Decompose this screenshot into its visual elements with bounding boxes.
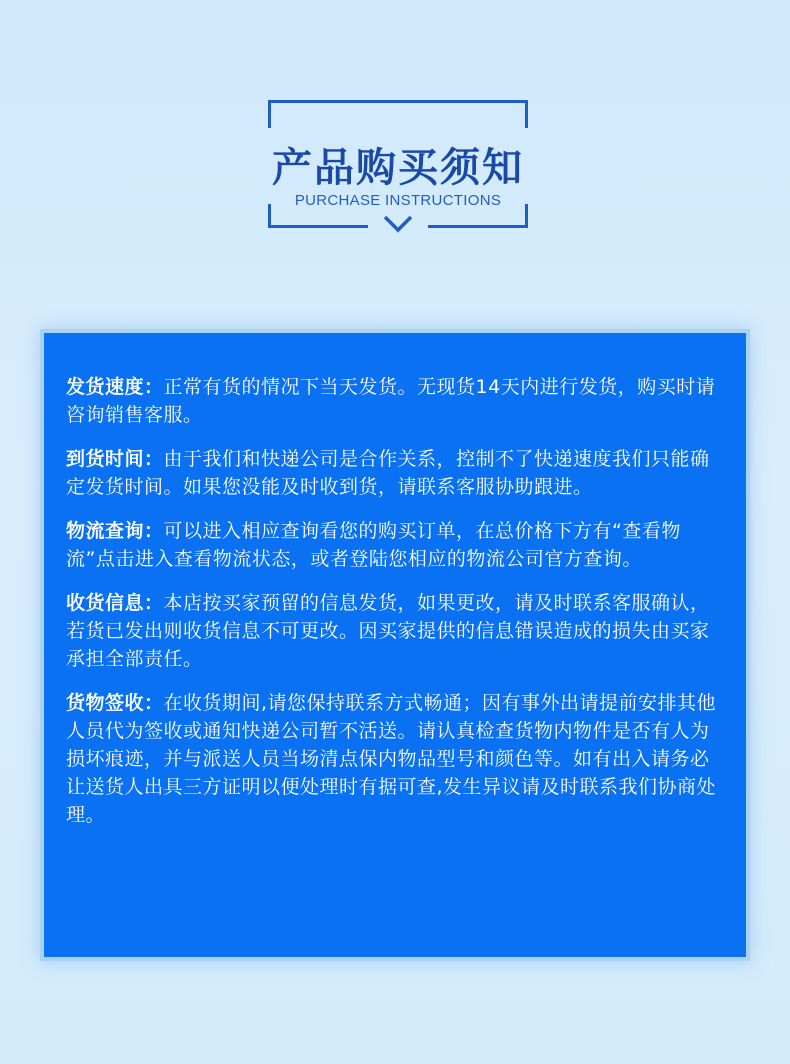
instruction-label: 到货时间：	[66, 448, 164, 470]
instruction-text: 本店按买家预留的信息发货，如果更改，请及时联系客服确认，若货已发出则收货信息不可更改。因买家提供的信息错误造成的损失由买家承担全部责任。	[66, 592, 710, 670]
header-frame-top	[268, 100, 528, 103]
instruction-receiving-info	[66, 589, 724, 673]
instruction-goods-signing	[66, 689, 724, 829]
instruction-label: 货物签收：	[66, 692, 164, 714]
header-frame-corner-tr	[500, 100, 528, 128]
instruction-shipping-speed	[66, 373, 724, 429]
instruction-label: 收货信息：	[66, 592, 164, 614]
instruction-text: 正常有货的情况下当天发货。无现货14天内进行发货，购买时请咨询销售客服。	[66, 376, 716, 426]
page-subtitle: PURCHASE INSTRUCTIONS	[294, 192, 502, 209]
instruction-logistics-query	[66, 517, 724, 573]
header-frame-corner-tl	[268, 100, 296, 128]
instructions-panel	[40, 329, 750, 961]
instruction-arrival-time	[66, 445, 724, 501]
instruction-text: 可以进入相应查询看您的购买订单，在总价格下方有“查看物流”点击进入查看物流状态，或者登陆您相应的物流公司官方查询。	[66, 520, 681, 570]
instruction-text: 在收货期间,请您保持联系方式畅通；因有事外出请提前安排其他人员代为签收或通知快递公司暂不活送。请认真检查货物内物件是否有人为损坏痕迹，并与派送人员当场清点保内物品型号和颜色等。如有出入请务必让送货人出具三方证明以便处理时有据可查,发生异议请及时联系我们协商处理。	[66, 692, 717, 826]
instruction-text: 由于我们和快递公司是合作关系，控制不了快递速度我们只能确定发货时间。如果您没能及时收到货，请联系客服协助跟进。	[66, 448, 710, 498]
section-header	[268, 100, 528, 240]
page-title: 产品购买须知	[272, 145, 524, 191]
chevron-down-icon	[382, 214, 414, 234]
instruction-label: 物流查询：	[66, 520, 164, 542]
instruction-label: 发货速度：	[66, 376, 164, 398]
